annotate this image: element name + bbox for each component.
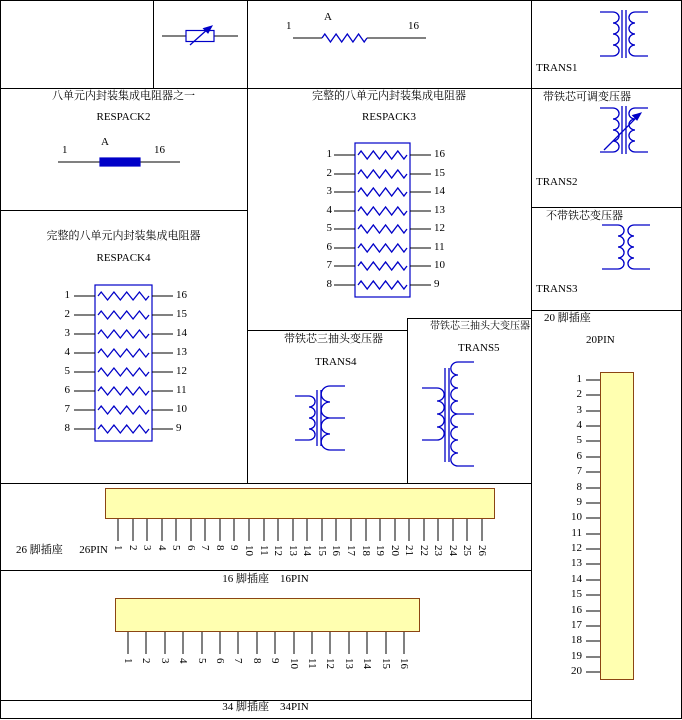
respack4-title: 完整的八单元内封装集成电阻器 (46, 230, 201, 242)
pin-number: 11 (258, 545, 270, 556)
pin-number: 9 (228, 545, 240, 551)
pin-number: 4 (576, 419, 582, 431)
pin-number: 6 (185, 545, 197, 551)
pin-number: 16 (434, 148, 445, 160)
pin-number: 9 (576, 496, 582, 508)
pin-number: 3 (576, 404, 582, 416)
grid-line (247, 0, 248, 483)
trans4-title: 带铁芯三抽头变压器 (284, 333, 383, 345)
pin-number: 16 (571, 604, 582, 616)
pin-number: 23 (432, 545, 444, 556)
conn34-label: 34 脚插座 34PIN (222, 701, 309, 713)
pin-number: 13 (176, 346, 187, 358)
grid-line (153, 0, 154, 88)
respack3-symbol[interactable] (315, 140, 440, 300)
respack2-label: A (101, 136, 109, 148)
grid-line (0, 0, 1, 719)
pin-number: 11 (176, 384, 187, 396)
respack3-name: RESPACK3 (361, 111, 416, 123)
res-a-pin-right: 16 (408, 20, 419, 32)
trans4-name: TRANS4 (315, 356, 357, 368)
pin-number: 2 (576, 388, 582, 400)
pin-number: 22 (418, 545, 430, 556)
pin-number: 25 (461, 545, 473, 556)
respack4-name: RESPACK4 (96, 252, 151, 264)
pin-number: 15 (176, 308, 187, 320)
grid-line (0, 718, 682, 719)
grid-line (407, 318, 532, 319)
pin-number: 12 (571, 542, 582, 554)
pin-number: 3 (64, 327, 70, 339)
pin-number: 13 (287, 545, 299, 556)
conn26-label: 26 脚插座 26PIN (16, 544, 108, 556)
grid-line (0, 88, 682, 89)
pin-number: 11 (571, 527, 582, 539)
pin-number: 15 (380, 658, 392, 669)
pin-number: 11 (434, 241, 445, 253)
respack4-symbol[interactable] (52, 282, 182, 444)
pin-number: 4 (156, 545, 168, 551)
pin-number: 1 (112, 545, 124, 551)
pin-number: 7 (64, 403, 70, 415)
pin-number: 5 (170, 545, 182, 551)
pin-number: 16 (330, 545, 342, 556)
pin-number: 14 (301, 545, 313, 556)
pin-number: 2 (326, 167, 332, 179)
trans3-symbol[interactable] (598, 218, 654, 274)
pin-number: 15 (571, 588, 582, 600)
pin-number: 9 (269, 658, 281, 664)
grid-line (0, 700, 532, 701)
res-a-label: A (324, 11, 332, 23)
pin-number: 24 (447, 545, 459, 556)
pin-number: 16 (398, 658, 410, 669)
pin-number: 8 (576, 481, 582, 493)
pin-number: 10 (288, 658, 300, 669)
pin-number: 6 (64, 384, 70, 396)
pin-number: 10 (571, 511, 582, 523)
pin-number: 13 (571, 557, 582, 569)
trans5-symbol[interactable] (418, 356, 478, 470)
pin-number: 8 (251, 658, 263, 664)
grid-line (531, 310, 682, 311)
pin-number: 16 (176, 289, 187, 301)
grid-line (0, 483, 532, 484)
pin-number: 10 (434, 259, 445, 271)
respack3-title: 完整的八单元内封装集成电阻器 (312, 90, 466, 102)
pin-number: 21 (403, 545, 415, 556)
pin-number: 14 (434, 185, 445, 197)
pin-number: 2 (64, 308, 70, 320)
conn20-subtitle: 20PIN (586, 334, 615, 346)
res-a-pin-left: 1 (286, 20, 292, 32)
trans3-title: 不带铁芯变压器 (546, 210, 623, 222)
trans2-name: TRANS2 (536, 176, 578, 188)
pin-number: 7 (199, 545, 211, 551)
pin-number: 8 (214, 545, 226, 551)
pin-number: 2 (140, 658, 152, 664)
trans1-name: TRANS1 (536, 62, 578, 74)
pin-number: 5 (196, 658, 208, 664)
pin-number: 7 (326, 259, 332, 271)
pin-number: 19 (571, 650, 582, 662)
pin-number: 10 (176, 403, 187, 415)
trans2-symbol[interactable] (596, 100, 652, 158)
trans4-symbol[interactable] (292, 382, 350, 454)
pin-number: 2 (127, 545, 139, 551)
connector16-symbol[interactable] (113, 596, 422, 678)
pin-number: 26 (476, 545, 488, 556)
pin-number: 4 (177, 658, 189, 664)
pin-number: 17 (571, 619, 582, 631)
pin-number: 1 (122, 658, 134, 664)
pin-number: 15 (434, 167, 445, 179)
pin-number: 19 (374, 545, 386, 556)
grid-line (0, 0, 682, 1)
conn16-title: 16 脚插座 16PIN (222, 573, 309, 585)
trans5-name: TRANS5 (458, 342, 500, 354)
grid-line (407, 318, 408, 483)
pin-number: 14 (361, 658, 373, 669)
res-adjustable-symbol[interactable] (160, 20, 245, 50)
pin-number: 12 (434, 222, 445, 234)
pin-number: 1 (64, 289, 70, 301)
pin-number: 9 (176, 422, 182, 434)
pin-number: 6 (326, 241, 332, 253)
respack2-symbol[interactable] (55, 135, 185, 170)
pin-number: 13 (434, 204, 445, 216)
pin-number: 6 (214, 658, 226, 664)
pin-number: 8 (64, 422, 70, 434)
pin-number: 10 (243, 545, 255, 556)
pin-number: 18 (571, 634, 582, 646)
pin-number: 3 (326, 185, 332, 197)
respack2-name: RESPACK2 (96, 111, 151, 123)
res-a-symbol[interactable] (285, 8, 430, 44)
trans5-title: 带铁芯三抽头大变压器 (430, 321, 530, 332)
respack2-pin-left: 1 (62, 144, 68, 156)
pin-number: 13 (343, 658, 355, 669)
grid-line (0, 210, 248, 211)
pin-number: 3 (141, 545, 153, 551)
grid-line (0, 570, 532, 571)
pin-number: 12 (324, 658, 336, 669)
pin-number: 15 (316, 545, 328, 556)
pin-number: 14 (571, 573, 582, 585)
respack2-pin-right: 16 (154, 144, 165, 156)
trans1-symbol[interactable] (596, 6, 652, 62)
pin-number: 8 (326, 278, 332, 290)
grid-line (531, 207, 682, 208)
pin-number: 7 (232, 658, 244, 664)
pin-number: 5 (64, 365, 70, 377)
pin-number: 1 (576, 373, 582, 385)
trans3-name: TRANS3 (536, 283, 578, 295)
pin-number: 14 (176, 327, 187, 339)
pin-number: 4 (64, 346, 70, 358)
pin-number: 5 (326, 222, 332, 234)
respack2-title: 八单元内封装集成电阻器之一 (52, 90, 195, 102)
pin-number: 12 (272, 545, 284, 556)
pin-number: 17 (345, 545, 357, 556)
conn20-title: 20 脚插座 (544, 312, 591, 324)
pin-number: 12 (176, 365, 187, 377)
pin-number: 5 (576, 434, 582, 446)
pin-number: 20 (389, 545, 401, 556)
pin-number: 1 (326, 148, 332, 160)
grid-line (247, 330, 408, 331)
pin-number: 9 (434, 278, 440, 290)
pin-number: 4 (326, 204, 332, 216)
trans2-title: 带铁芯可调变压器 (543, 91, 631, 103)
pin-number: 3 (159, 658, 171, 664)
pin-number: 11 (306, 658, 318, 669)
grid-line (531, 0, 532, 719)
pin-number: 20 (571, 665, 582, 677)
pin-number: 7 (576, 465, 582, 477)
pin-number: 6 (576, 450, 582, 462)
pin-number: 18 (360, 545, 372, 556)
